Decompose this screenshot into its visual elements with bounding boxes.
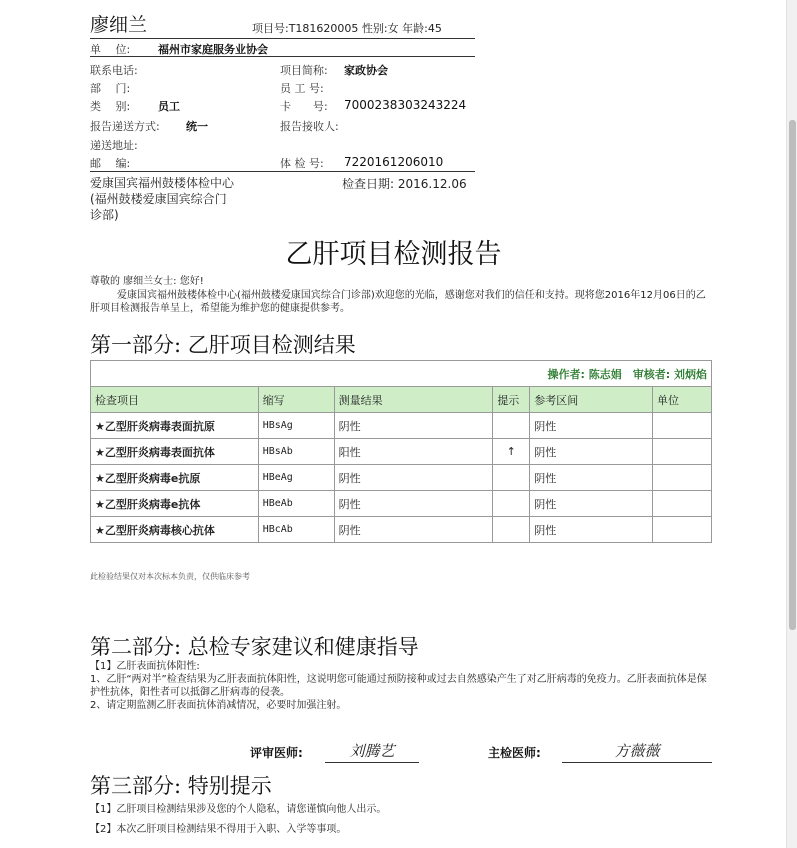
exam-date-value: 2016.12.06 — [397, 177, 467, 191]
abbr-cell: HBcAb — [258, 517, 334, 543]
type-label: 类 别: — [90, 100, 131, 113]
patient-id-line: 项目号:T181620005 性别:女 年龄:45 — [252, 22, 442, 35]
info-rule — [90, 171, 475, 172]
project-value: 家政协会 — [344, 64, 388, 77]
section3-title: 第三部分: 特别提示 — [90, 774, 272, 798]
disclaimer-note: 此检验结果仅对本次标本负责，仅供临床参考 — [90, 572, 250, 581]
table-row — [91, 465, 712, 491]
advice-text — [90, 660, 715, 712]
dept-label: 部 门: — [90, 82, 131, 95]
advice-line: 2、请定期监测乙肝表面抗体消减情况，必要时加强注射。 — [90, 700, 347, 711]
unit-cell — [653, 439, 712, 465]
abbr-cell: HBeAb — [258, 491, 334, 517]
intro-paragraph: 爱康国宾福州鼓楼体检中心(福州鼓楼爱康国宾综合门诊部)欢迎您的光临，感谢您对我们的信任和支持。现将您2016年12月06日的乙肝项目检测报告单呈上，希望能为维护您的健康提供参考。 — [90, 290, 706, 314]
patient-name: 廖细兰 — [90, 14, 148, 36]
table-row — [91, 517, 712, 543]
exam-date-label: 检查日期: — [342, 177, 395, 191]
header-rule — [90, 38, 475, 39]
greeting: 尊敬的 廖细兰女士: 您好! — [90, 276, 204, 287]
unit-value: 福州市家庭服务业协会 — [158, 43, 268, 56]
ref-cell: 阴性 — [530, 465, 653, 491]
phone-label: 联系电话: — [90, 64, 138, 77]
type-value: 员工 — [158, 100, 180, 113]
column-header: 检查项目 — [91, 387, 259, 413]
center-line-1: 爱康国宾福州鼓楼体检中心 — [90, 176, 235, 190]
item-cell: ★乙型肝炎病毒e抗原 — [91, 465, 259, 491]
operators-row — [91, 361, 712, 387]
reviewer-label: 评审医师: — [250, 746, 303, 760]
column-header: 测量结果 — [334, 387, 493, 413]
empno-label: 员 工 号: — [280, 82, 324, 95]
column-header: 参考区间 — [530, 387, 653, 413]
unit-label: 单 位: — [90, 43, 131, 56]
result-cell: 阴性 — [334, 517, 493, 543]
card-value: 7000238303243224 — [344, 98, 467, 112]
table-row — [91, 413, 712, 439]
exam-center — [90, 175, 234, 223]
exam-date — [342, 175, 467, 192]
result-cell: 阴性 — [334, 413, 493, 439]
address-label: 递送地址: — [90, 139, 138, 152]
advice-line: 1、乙肝“两对半”检查结果为乙肝表面抗体阳性，这说明您可能通过预防接种或过去自然感染产生了对乙肝病毒的免疫力。乙肝表面抗体是保护性抗体，阳性者可以抵御乙肝病毒的侵袭。 — [90, 674, 707, 698]
item-cell: ★乙型肝炎病毒e抗体 — [91, 491, 259, 517]
project-label: 项目简称: — [280, 64, 328, 77]
center-line-3: 诊部) — [90, 208, 119, 222]
exam-no-label: 体 检 号: — [280, 157, 324, 170]
unit-cell — [653, 465, 712, 491]
table-header — [91, 387, 712, 413]
vertical-scrollbar[interactable] — [786, 0, 797, 848]
abbr-cell: HBsAb — [258, 439, 334, 465]
column-header: 缩写 — [258, 387, 334, 413]
hint-cell — [493, 465, 530, 491]
chief-signature: 方薇薇 — [614, 742, 660, 760]
unit-cell — [653, 413, 712, 439]
unit-cell — [653, 491, 712, 517]
section1-title: 第一部分: 乙肝项目检测结果 — [90, 333, 356, 357]
card-label: 卡 号: — [280, 100, 328, 113]
item-cell: ★乙型肝炎病毒表面抗原 — [91, 413, 259, 439]
tip-item: 【1】乙肝项目检测结果涉及您的个人隐私，请您谨慎向他人出示。 — [90, 804, 387, 815]
ref-cell: 阴性 — [530, 517, 653, 543]
advice-line: 【1】乙肝表面抗体阳性: — [90, 661, 200, 672]
abbr-cell: HBsAg — [258, 413, 334, 439]
report-title: 乙肝项目检测报告 — [285, 239, 502, 270]
ref-cell: 阴性 — [530, 439, 653, 465]
center-line-2: (福州鼓楼爱康国宾综合门 — [90, 192, 227, 206]
hint-cell — [493, 491, 530, 517]
operators-text: 操作者: 陈志娟 审核者: 刘炳焰 — [91, 361, 712, 387]
results-table — [90, 360, 712, 543]
section2-title: 第二部分: 总检专家建议和健康指导 — [90, 635, 419, 659]
unit-rule — [90, 56, 475, 57]
hint-cell: ↑ — [493, 439, 530, 465]
postcode-label: 邮 编: — [90, 157, 131, 170]
result-cell: 阴性 — [334, 491, 493, 517]
item-cell: ★乙型肝炎病毒表面抗体 — [91, 439, 259, 465]
scrollbar-thumb[interactable] — [789, 120, 796, 630]
reviewer-sign-line — [325, 762, 419, 763]
column-header: 提示 — [493, 387, 530, 413]
delivery-value: 统一 — [186, 120, 208, 133]
result-cell: 阴性 — [334, 465, 493, 491]
receiver-label: 报告接收人: — [280, 120, 339, 133]
table-row — [91, 491, 712, 517]
table-row — [91, 439, 712, 465]
item-cell: ★乙型肝炎病毒核心抗体 — [91, 517, 259, 543]
hint-cell — [493, 413, 530, 439]
abbr-cell: HBeAg — [258, 465, 334, 491]
exam-no-value: 7220161206010 — [344, 155, 444, 169]
hint-cell — [493, 517, 530, 543]
result-cell: 阳性 — [334, 439, 493, 465]
ref-cell: 阴性 — [530, 413, 653, 439]
reviewer-signature: 刘腾艺 — [349, 742, 395, 760]
delivery-label: 报告递送方式: — [90, 120, 160, 133]
tip-item: 【2】本次乙肝项目检测结果不得用于入职、入学等事项。 — [90, 824, 347, 835]
ref-cell: 阴性 — [530, 491, 653, 517]
chief-sign-line — [562, 762, 712, 763]
chief-label: 主检医师: — [488, 746, 541, 760]
column-header: 单位 — [653, 387, 712, 413]
unit-cell — [653, 517, 712, 543]
